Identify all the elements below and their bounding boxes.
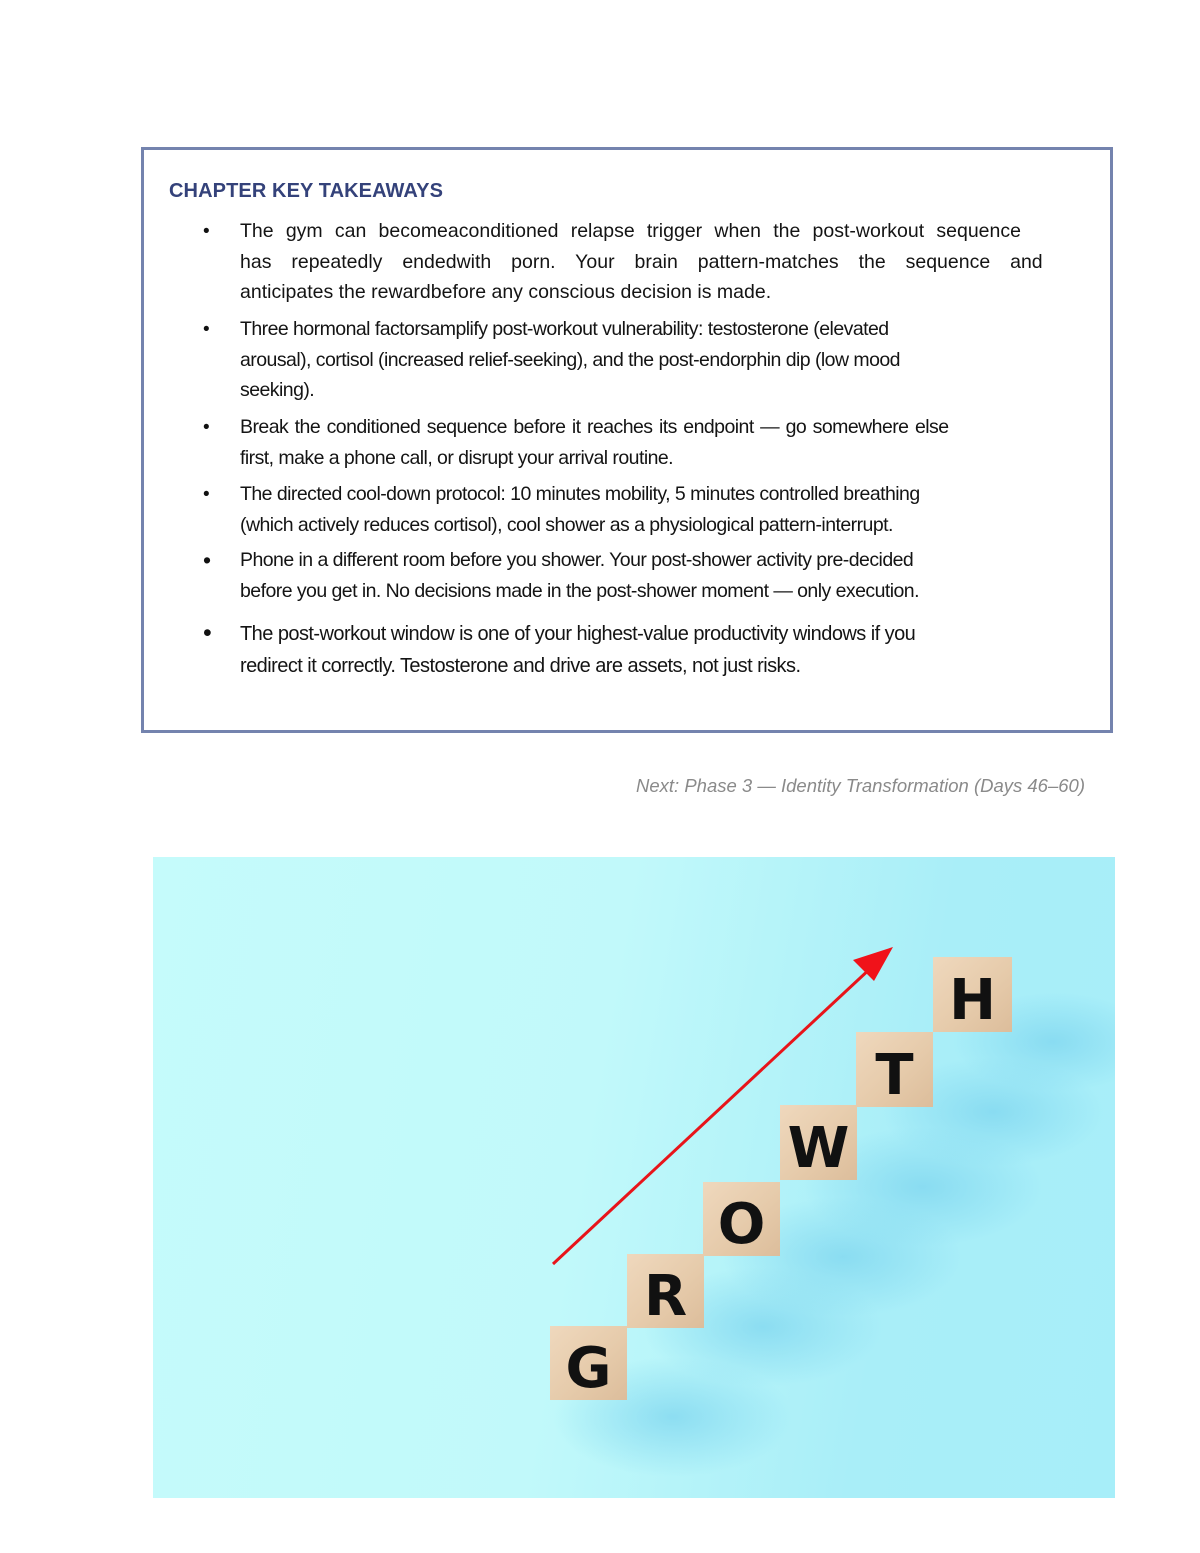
letter-block-o — [703, 1182, 780, 1257]
line: The directed cool-down protocol: 10 minutes mobility, 5 minutes controlled breathing — [240, 483, 920, 505]
line: Phone in a different room before you shower. Your post-shower activity pre-decided — [240, 549, 914, 571]
svg-text:G: G — [565, 1336, 612, 1401]
growth-blocks-image — [153, 857, 1115, 1498]
line: before you get in. No decisions made in the post-shower moment — only execution. — [240, 579, 919, 602]
bullet-icon: • — [203, 484, 210, 505]
list-item-text — [240, 412, 1077, 473]
line: redirect it correctly. Testosterone and drive are assets, not just risks. — [240, 655, 801, 677]
svg-text:W: W — [787, 1116, 850, 1181]
takeaways-title: CHAPTER KEY TAKEAWAYS — [169, 180, 444, 202]
line: anticipates the rewardbefore any conscious decision is made. — [240, 281, 772, 303]
line: arousal), cortisol (increased relief-seeking), and the post-endorphin dip (low mood — [240, 348, 900, 371]
chapter-takeaways-box — [141, 147, 1113, 733]
line: Three hormonal factorsamplify post-workout vulnerability: testosterone (elevated — [240, 318, 889, 340]
bullet-icon: • — [203, 221, 210, 242]
line: The post-workout window is one of your highest-value productivity windows if you — [240, 623, 916, 645]
bullet-icon: • — [203, 319, 210, 340]
takeaways-list — [144, 150, 1110, 730]
growth-illustration — [153, 857, 1115, 1498]
line: (which actively reduces cortisol), cool shower as a physiological pattern-interrupt. — [240, 513, 893, 536]
line: first, make a phone call, or disrupt your arrival routine. — [240, 446, 674, 469]
letter-block-g — [550, 1326, 627, 1401]
svg-text:O: O — [717, 1192, 766, 1257]
letter-block-t — [856, 1032, 933, 1108]
list-item-text — [240, 618, 1077, 682]
line: has repeatedly endedwith porn. Your brain pattern-matches the sequence and — [240, 250, 1043, 273]
list-item-text — [240, 545, 1077, 606]
line: seeking). — [240, 379, 315, 401]
bullet-icon: • — [203, 619, 212, 647]
list-item-text — [240, 216, 1077, 308]
line — [240, 216, 1077, 247]
letter-block-w — [780, 1105, 857, 1181]
svg-text:R: R — [643, 1264, 688, 1329]
line: Break the conditioned sequence before it reaches its endpoint — go somewhere else — [240, 416, 949, 438]
letter-block-r — [627, 1254, 704, 1329]
bullet-icon: • — [203, 547, 212, 573]
line-text: The gym can becomeaconditioned relapse trigger when the post-workout sequence — [240, 220, 1021, 242]
list-item-text — [240, 314, 1077, 406]
block-shadows — [553, 992, 1115, 1477]
letter-block-h — [933, 957, 1012, 1033]
next-chapter-link[interactable]: Next: Phase 3 — Identity Transformation (Days 46–60) — [636, 775, 1085, 796]
list-item-text — [240, 479, 1077, 540]
svg-text:H: H — [949, 968, 996, 1033]
bullet-icon: • — [203, 417, 210, 438]
svg-text:T: T — [875, 1043, 914, 1108]
